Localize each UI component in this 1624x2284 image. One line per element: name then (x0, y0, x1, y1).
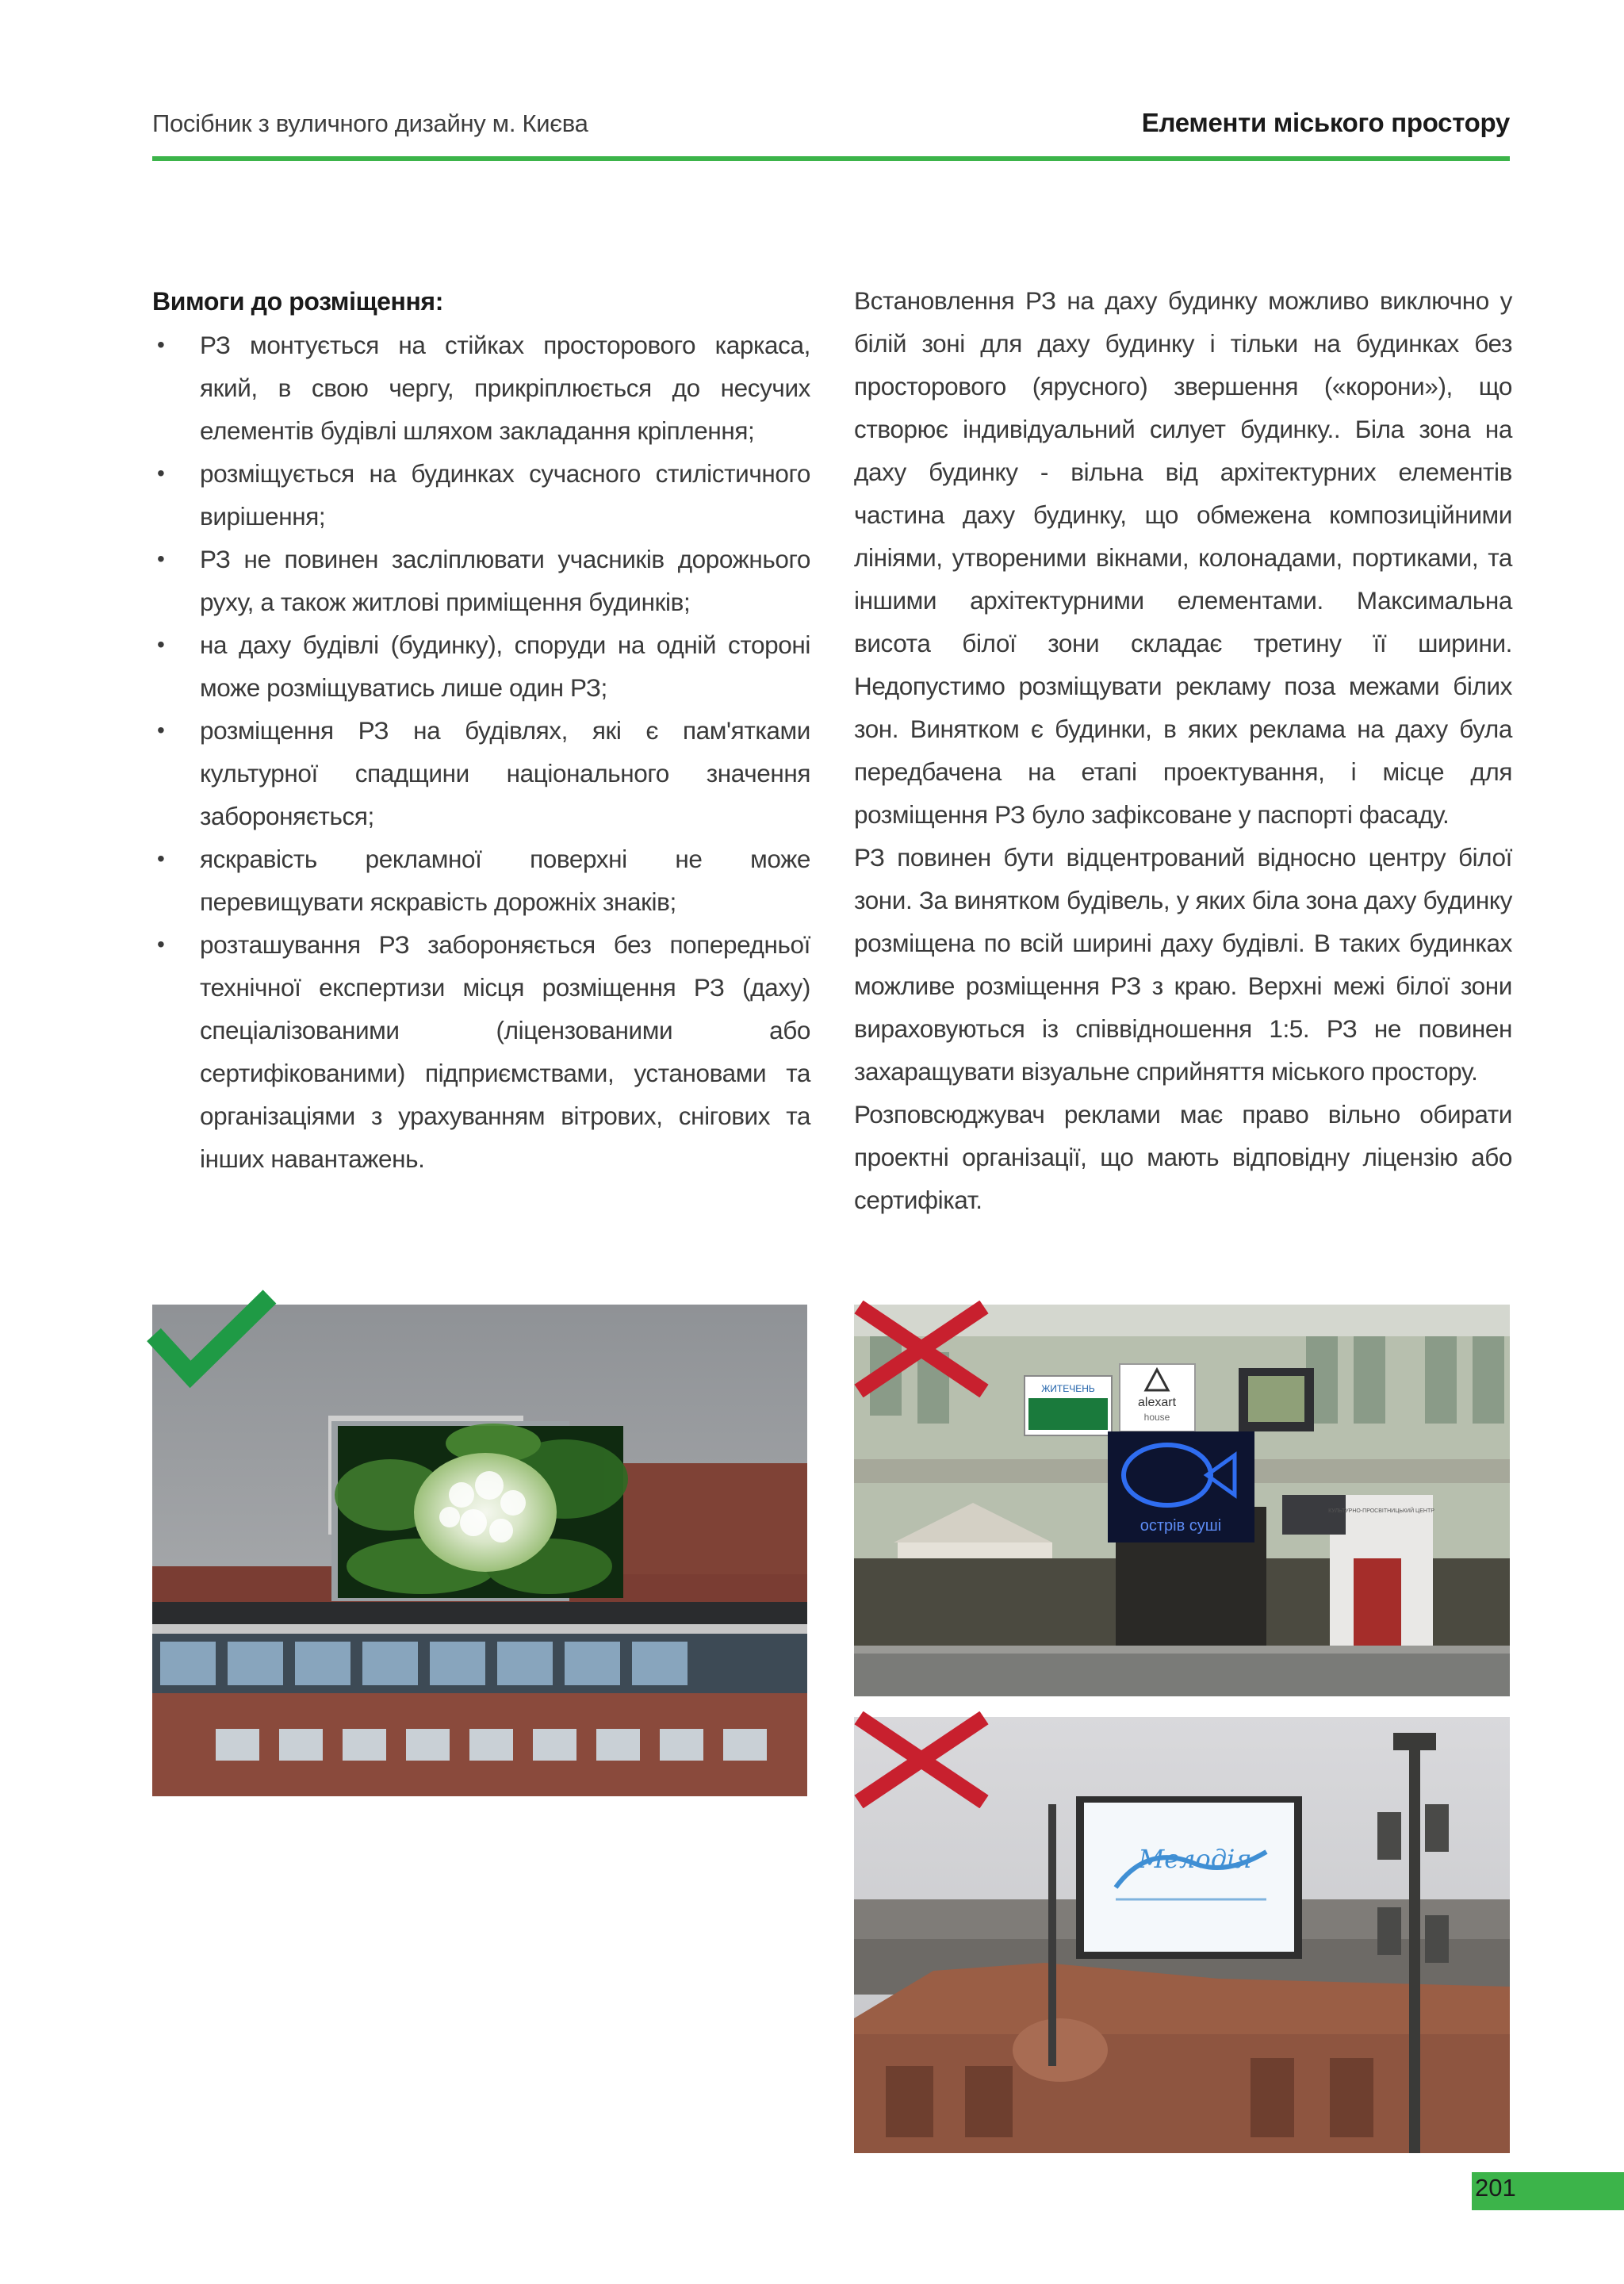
header-right-title: Елементи міського простору (1141, 108, 1510, 137)
alexart-sub-text: house (1143, 1412, 1170, 1423)
sign-top-text: ЖИТЕЧЕНЬ (1041, 1383, 1095, 1394)
bullet-icon: • (157, 332, 165, 357)
list-item: • розміщення РЗ на будівлях, які є пам'ятками культурної спадщини національного значення забороняється; (152, 709, 810, 837)
requirements-list (152, 324, 810, 1180)
bullet-icon: • (157, 932, 165, 956)
bullet-icon: • (157, 461, 165, 485)
billboard-text: Мелодія (1138, 1844, 1252, 1874)
sushi-sign-text: острів суші (1139, 1517, 1222, 1535)
header-divider (152, 156, 1510, 161)
center-sign-text: КУЛЬТУРНО-ПРОСВІТНИЦЬКИЙ ЦЕНТР (1328, 1508, 1434, 1514)
check-icon (146, 1289, 279, 1390)
paragraph: РЗ повинен бути відцентрований відносно центру білої зони. За винятком будівель, у яких біла зона даху будинку розміщена по всій ширині даху будівлі. В таких будинках можливе розміщення РЗ з краю. Верхні межі білої зони вираховуються із співвідношення 1:5. РЗ не повинен захаращувати візуальне сприйняття міського простору. (854, 843, 1512, 1086)
list-item: • РЗ не повинен засліплювати учасників дорожнього руху, а також житлові приміщення будинків; (152, 538, 810, 623)
bullet-icon: • (157, 546, 165, 571)
requirements-title: Вимоги до розміщення: (152, 287, 443, 316)
paragraph: Встановлення РЗ на даху будинку можливо виключно у білій зоні для даху будинку і тільки на будинках без просторового (ярусного) звершення («корони»), що створює індивідуальний силует будинку.. Біла зона на даху будинку - вільна від архітектурних елементів частина даху будинку, що обмежена композиційними лініями, утвореними вікнами, колонадами, портиками, та іншими архітектурними елементами. Максимальна висота білої зони складає третину її ширини. Недопустимо розміщувати рекламу поза межами білих зон. Винятком є будинки, в яких реклама на даху була передбачена на етапі проектування, і місце для розміщення РЗ було зафіксоване у паспорті фасаду. (854, 286, 1512, 829)
list-item: • розташування РЗ забороняється без попередньої технічної експертизи місця розміщення РЗ (даху) спеціалізованими (ліцензованими або сертифікованими) підприємствами, установами та організаціями з урахуванням вітрових, снігових та інших навантажень. (152, 923, 810, 1180)
alexart-sign-text: alexart (1137, 1396, 1177, 1409)
list-item: • РЗ монтується на стійках просторового каркаса, який, в свою чергу, прикріплюється до несучих елементів будівлі шляхом закладання кріплення; (152, 324, 810, 452)
requirements-column (152, 279, 810, 1180)
list-item: • на даху будівлі (будинку), споруди на одній стороні може розміщуватись лише один РЗ; (152, 623, 810, 709)
header-left-title: Посібник з вуличного дизайну м. Києва (152, 109, 588, 137)
wrong-x-icon (851, 1711, 992, 1808)
list-item: • яскравість рекламної поверхні не може перевищувати яскравість дорожніх знаків; (152, 837, 810, 923)
rooftop-rules-column (854, 279, 1512, 1221)
bullet-icon: • (157, 632, 165, 657)
list-item: • розміщується на будинках сучасного стилістичного вирішення; (152, 452, 810, 538)
bullet-icon: • (157, 718, 165, 742)
bullet-icon: • (157, 846, 165, 871)
paragraph: Розповсюджувач реклами має право вільно обирати проектні організації, що мають відповідну ліцензію або сертифікат. (854, 1100, 1512, 1214)
wrong-x-icon (851, 1301, 992, 1397)
page-number: 201 (1475, 2174, 1516, 2202)
